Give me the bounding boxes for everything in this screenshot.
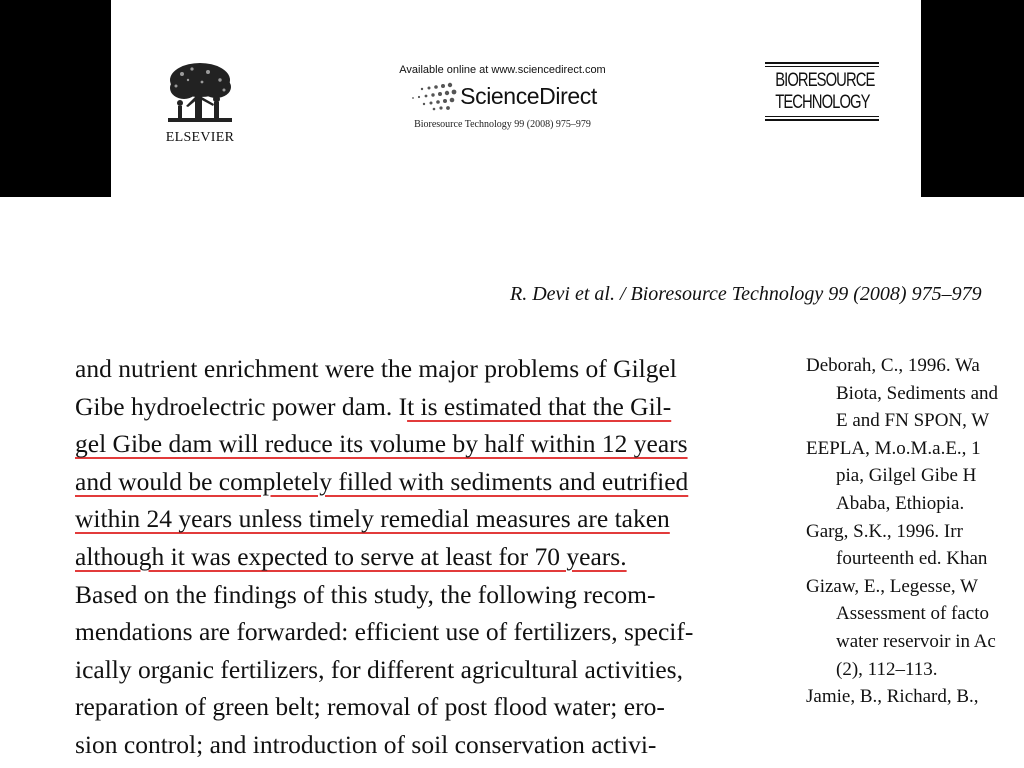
- references-column: [806, 352, 1024, 711]
- body-line: [75, 538, 757, 576]
- body-line: [75, 425, 757, 463]
- sciencedirect-name: ScienceDirect: [460, 82, 597, 109]
- body-line: Based on the findings of this study, the following recom-: [75, 579, 656, 609]
- logo-rule-top-thin: [765, 66, 879, 67]
- elsevier-tree-icon: [162, 60, 238, 128]
- body-text-column: [75, 350, 757, 764]
- journal-logo-line-1: BIORESOURCE: [775, 70, 875, 91]
- reference-line: E and FN SPON, W: [836, 410, 990, 432]
- reference-line: Ababa, Ethiopia.: [836, 492, 965, 514]
- logo-rule-top: [765, 62, 879, 64]
- logo-rule-bottom: [765, 119, 879, 121]
- reference-line: water reservoir in Ac: [836, 630, 996, 652]
- reference-line: Assessment of facto: [836, 603, 990, 625]
- journal-citation: Bioresource Technology 99 (2008) 975–979: [414, 119, 591, 130]
- bioresource-technology-logo: [762, 62, 882, 121]
- body-line: [75, 463, 757, 501]
- reference-line: fourteenth ed. Khan: [836, 548, 988, 570]
- reference-line: Garg, S.K., 1996. Irr: [806, 520, 963, 542]
- reference-line: Biota, Sediments and: [836, 382, 999, 404]
- journal-logo-line-2: TECHNOLOGY: [775, 92, 870, 113]
- reference-line: (2), 112–113.: [836, 658, 938, 680]
- sciencedirect-logo: [380, 80, 625, 112]
- body-line: [75, 388, 757, 426]
- available-online-text: Available online at www.sciencedirect.com: [399, 64, 606, 76]
- body-line: mendations are forwarded: efficient use of fertilizers, specif-: [75, 617, 694, 647]
- reference-line: pia, Gilgel Gibe H: [836, 465, 977, 487]
- highlighted-text: gel Gibe dam will reduce its volume by half within 12 years: [75, 429, 688, 459]
- body-line: and nutrient enrichment were the major problems of Gilgel: [75, 354, 677, 383]
- publisher-name: ELSEVIER: [165, 130, 235, 145]
- logo-rule-bottom-thin: [765, 116, 879, 117]
- reference-line: EEPLA, M.o.M.a.E., 1: [806, 437, 981, 459]
- body-line: [75, 500, 757, 538]
- highlighted-text: t is estimated that the Gil-: [407, 391, 672, 421]
- highlighted-text: and would be completely filled with sediments and eutrified: [75, 466, 689, 496]
- running-head: R. Devi et al. / Bioresource Technology 99 (2008) 975–979: [510, 283, 982, 305]
- black-margin-right: [921, 0, 1024, 197]
- elsevier-logo: [158, 60, 242, 146]
- reference-line: Gizaw, E., Legesse, W: [806, 575, 978, 597]
- black-margin-left: [0, 0, 111, 197]
- highlighted-text: within 24 years unless timely remedial measures are taken: [75, 504, 670, 534]
- body-line: reparation of green belt; removal of post flood water; ero-: [75, 692, 665, 722]
- body-line-plain-part: Gibe hydroelectric power dam. I: [75, 391, 408, 421]
- highlighted-text: although it was expected to serve at least for 70 years.: [75, 541, 627, 571]
- reference-line: Jamie, B., Richard, B.,: [806, 686, 979, 708]
- sciencedirect-block: [380, 64, 625, 130]
- body-line: sion control; and introduction of soil conservation activi-: [75, 729, 657, 759]
- sciencedirect-dots-icon: [408, 81, 460, 111]
- reference-line: Deborah, C., 1996. Wa: [806, 355, 980, 376]
- body-line: ically organic fertilizers, for different agricultural activities,: [75, 654, 683, 684]
